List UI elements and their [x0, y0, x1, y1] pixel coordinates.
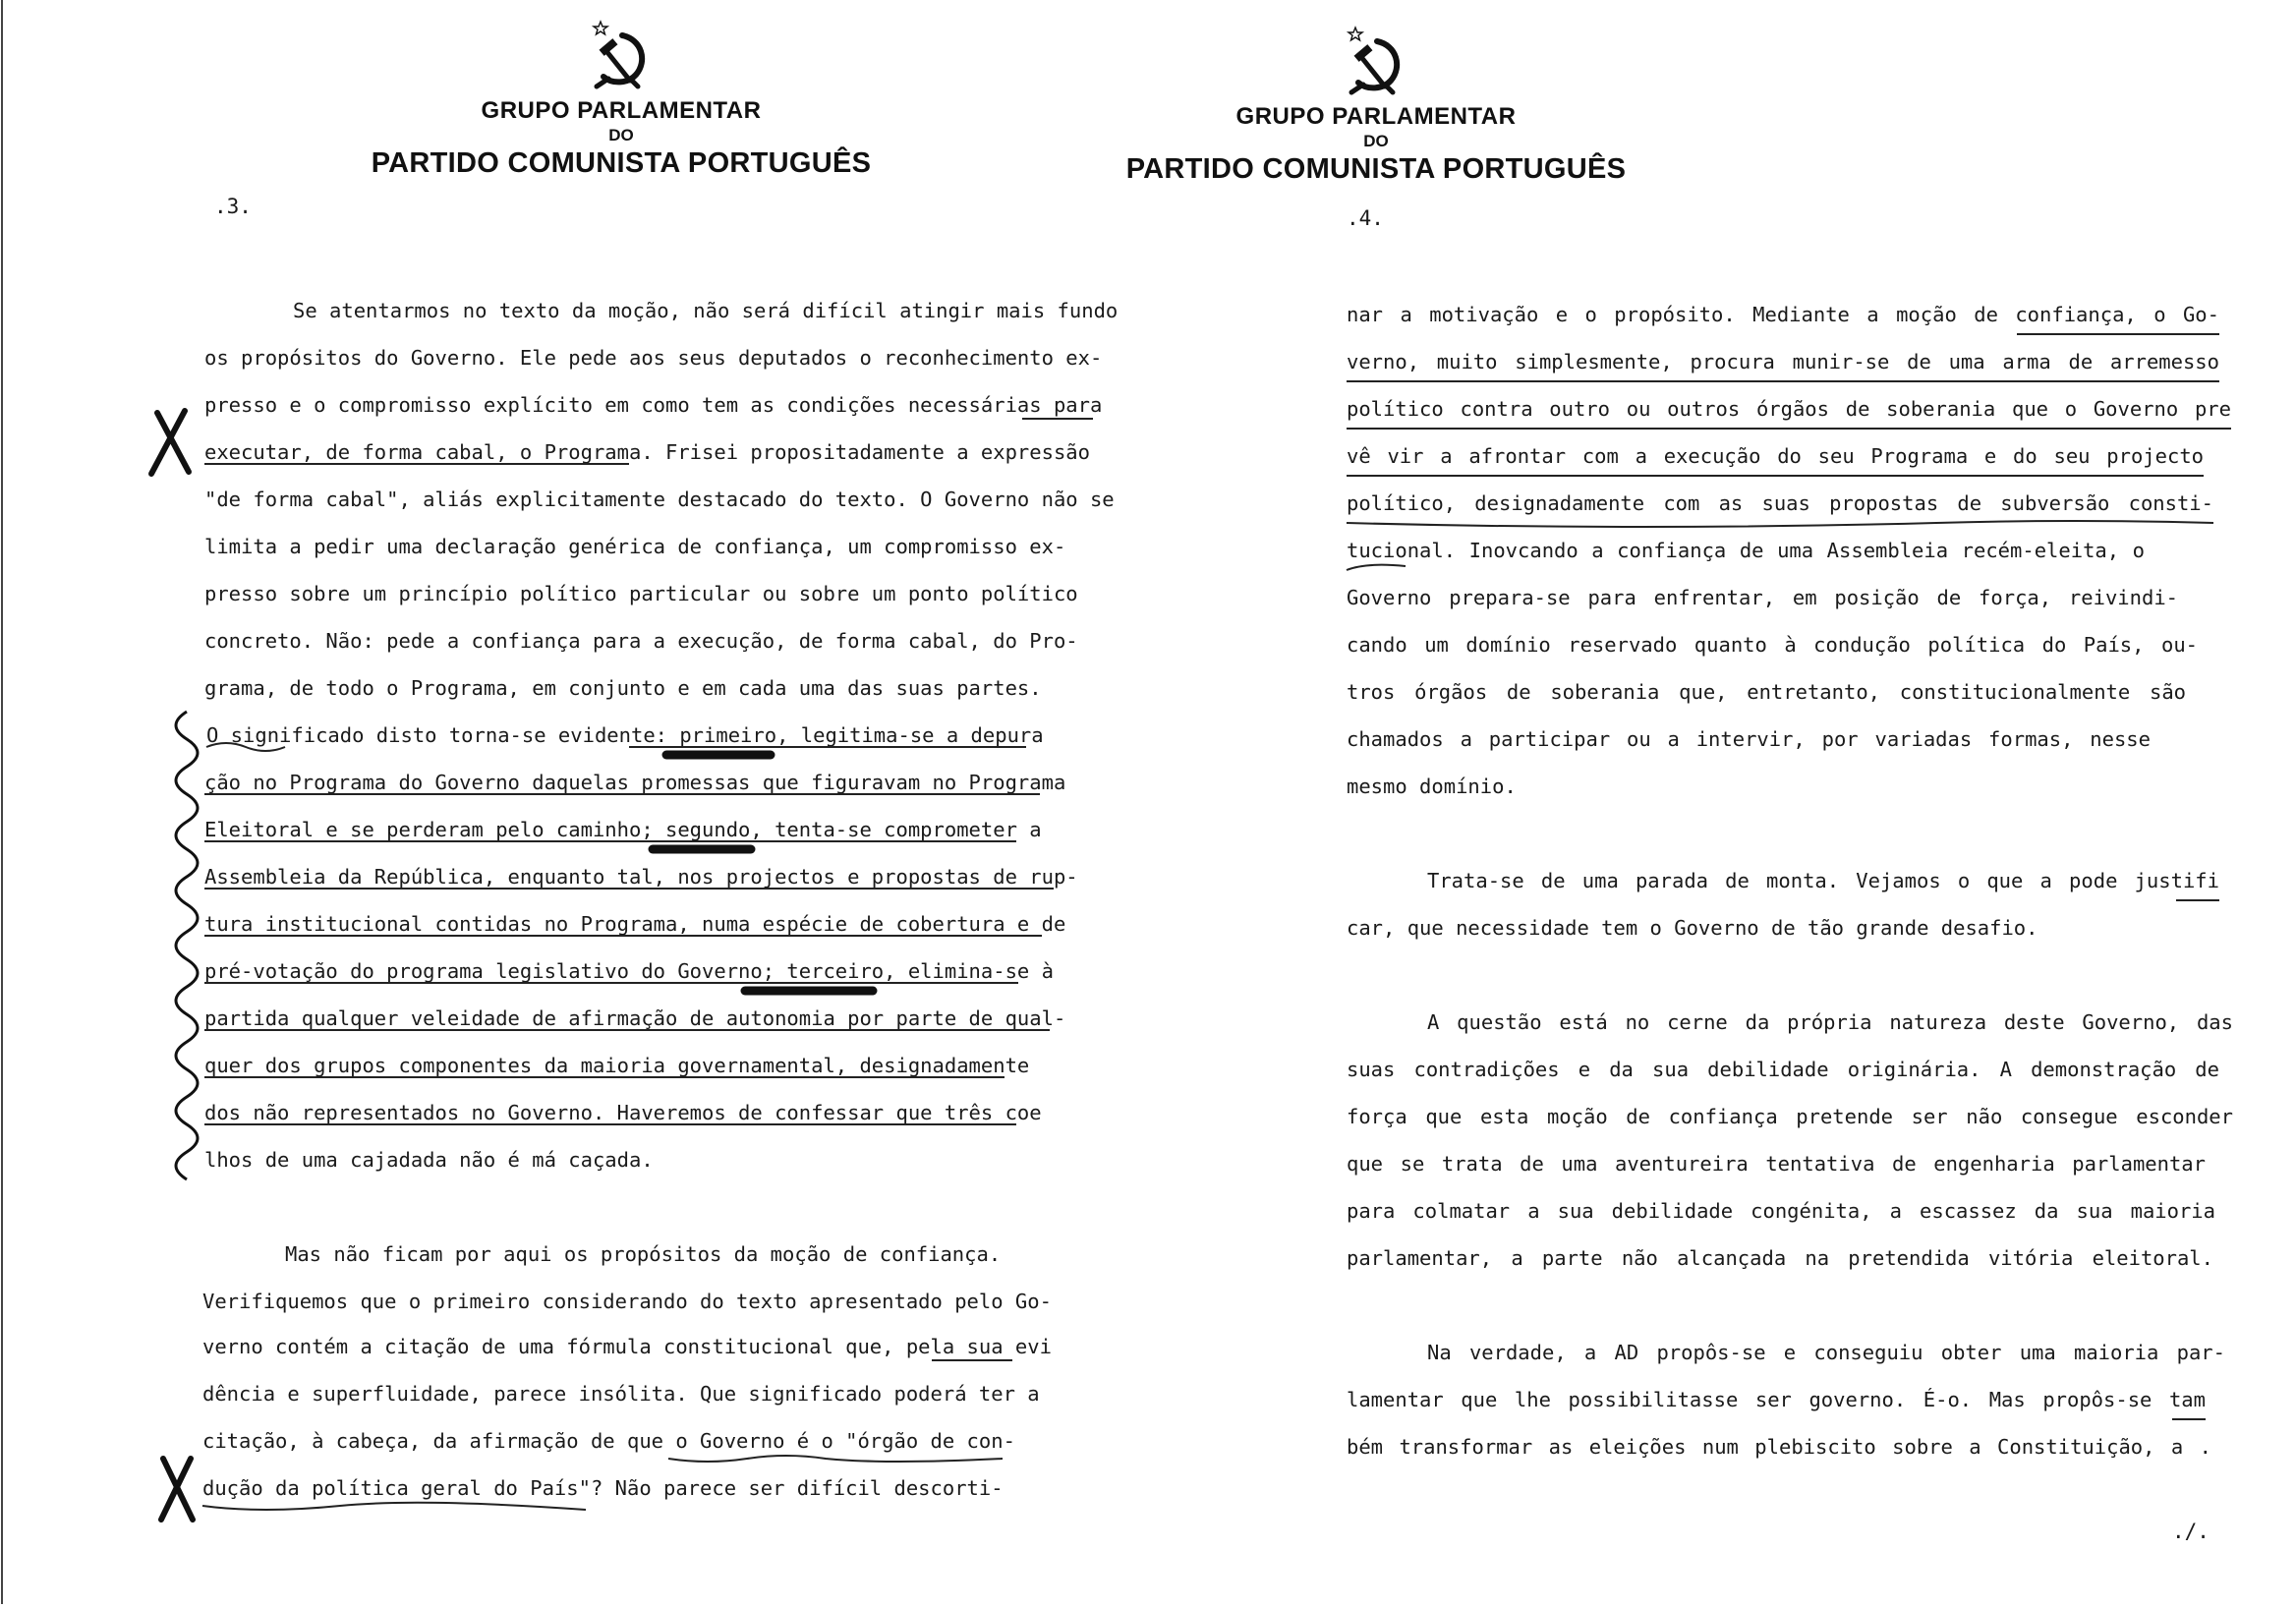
letterhead — [326, 18, 916, 181]
text-line: A questão está no cerne da própria natureza deste Governo, das — [1427, 1010, 2233, 1034]
text-line: Mas não ficam por aqui os propósitos da moção de confiança. — [285, 1242, 1002, 1266]
text-line: político contra outro ou outros órgãos de soberania que o Governo pre — [1347, 397, 2231, 421]
text-line: força que esta moção de confiança pretende ser não consegue esconder — [1347, 1105, 2233, 1128]
text-line: tros órgãos de soberania que, entretanto, constitucionalmente são — [1347, 680, 2186, 704]
text-line: Se atentarmos no texto da moção, não será difícil atingir mais fundo — [293, 299, 1119, 322]
text-line: Governo prepara-se para enfrentar, em posição de força, reivindi- — [1347, 586, 2178, 609]
text-line: os propósitos do Governo. Ele pede aos seus deputados o reconhecimento ex- — [204, 346, 1103, 370]
text-line: grama, de todo o Programa, em conjunto e em cada uma das suas partes. — [204, 676, 1042, 700]
text-line: Eleitoral e se perderam pelo caminho; segundo, tenta-se comprometer a — [204, 818, 1042, 841]
text-line: "de forma cabal", aliás explicitamente destacado do texto. O Governo não se — [204, 488, 1115, 511]
text-line: Verifiquemos que o primeiro considerando do texto apresentado pelo Go- — [202, 1290, 1052, 1313]
text-line: car, que necessidade tem o Governo de tão grande desafio. — [1347, 916, 2038, 940]
text-line: O significado disto torna-se evidente: primeiro, legitima-se a depura — [206, 723, 1044, 747]
header-grupo: GRUPO PARLAMENTAR — [1235, 103, 1517, 130]
text-line: pré-votação do programa legislativo do Governo; terceiro, elimina-se à — [204, 959, 1054, 983]
text-line: político, designadamente com as suas propostas de subversão consti- — [1347, 491, 2213, 515]
header-do: DO — [1363, 132, 1389, 150]
text-line: dos não representados no Governo. Haveremos de confessar que três coe — [204, 1101, 1042, 1124]
text-line: executar, de forma cabal, o Programa. Frisei propositadamente a expressão — [204, 440, 1090, 464]
text-line: concreto. Não: pede a confiança para a execução, de forma cabal, do Pro- — [204, 629, 1078, 653]
page-number: .4. — [1347, 206, 1384, 230]
header-grupo: GRUPO PARLAMENTAR — [481, 97, 762, 124]
right-page — [1125, 0, 2296, 1604]
text-line: quer dos grupos componentes da maioria governamental, designadamente — [204, 1054, 1030, 1077]
text-line: dência e superfluidade, parece insólita. Que significado poderá ter a — [202, 1382, 1040, 1406]
text-line: bém transformar as eleições num plebiscito sobre a Constituição, a . — [1347, 1435, 2211, 1459]
hammer-and-sickle-icon — [1342, 24, 1410, 102]
margin-wavy-line — [176, 712, 198, 1179]
left-page — [0, 0, 1148, 1604]
text-line: mesmo domínio. — [1347, 775, 1517, 798]
text-line: dução da política geral do País"? Não parece ser difícil descorti- — [202, 1476, 1004, 1500]
text-line: parlamentar, a parte não alcançada na pretendida vitória eleitoral. — [1347, 1246, 2213, 1270]
header-partido: PARTIDO COMUNISTA PORTUGUÊS — [1125, 153, 1627, 185]
page-number: .3. — [214, 195, 252, 218]
hammer-and-sickle-icon — [587, 18, 656, 96]
x-mark-icon — [151, 411, 189, 474]
letterhead — [1081, 24, 1671, 187]
text-line: presso sobre um princípio político particular ou sobre um ponto político — [204, 582, 1078, 605]
text-line: partida qualquer veleidade de afirmação de autonomia por parte de qual- — [204, 1006, 1066, 1030]
text-line: Trata-se de uma parada de monta. Vejamos o que a pode justifi — [1427, 869, 2219, 892]
text-line: para colmatar a sua debilidade congénita, a escassez da sua maioria — [1347, 1199, 2215, 1223]
header-partido: PARTIDO COMUNISTA PORTUGUÊS — [371, 147, 872, 179]
text-line: verno contém a citação de uma fórmula constitucional que, pela sua evi — [202, 1335, 1052, 1358]
text-line: tura institucional contidas no Programa, numa espécie de cobertura e de — [204, 912, 1066, 936]
text-line: verno, muito simplesmente, procura munir-se de uma arma de arremesso — [1347, 350, 2219, 373]
text-line: suas contradições e da sua debilidade originária. A demonstração de — [1347, 1058, 2219, 1081]
text-line: Na verdade, a AD propôs-se e conseguiu obter uma maioria par- — [1427, 1341, 2225, 1364]
text-line: citação, à cabeça, da afirmação de que o Governo é o "órgão de con- — [202, 1429, 1015, 1453]
continuation-mark: ./. — [2172, 1520, 2210, 1543]
text-line: Assembleia da República, enquanto tal, nos projectos e propostas de rup- — [204, 865, 1078, 889]
text-line: vê vir a afrontar com a execução do seu Programa e do seu projecto — [1347, 444, 2204, 468]
text-line: tucional. Inovcando a confiança de uma Assembleia recém-eleita, o — [1347, 539, 2145, 562]
text-line: que se trata de uma aventureira tentativa de engenharia parlamentar — [1347, 1152, 2206, 1176]
header-do: DO — [608, 126, 634, 144]
text-line: chamados a participar ou a intervir, por variadas formas, nesse — [1347, 727, 2151, 751]
text-line: cando um domínio reservado quanto à condução política do País, ou- — [1347, 633, 2198, 657]
handwritten-annotations — [0, 0, 1148, 1604]
text-line: limita a pedir uma declaração genérica de confiança, um compromisso ex- — [204, 535, 1066, 558]
text-line: lamentar que lhe possibilitasse ser governo. É-o. Mas propôs-se tam — [1347, 1388, 2206, 1411]
text-line: nar a motivação e o propósito. Mediante a moção de confiança, o Go- — [1347, 303, 2219, 326]
x-mark-icon — [161, 1459, 193, 1520]
text-line: presso e o compromisso explícito em como tem as condições necessárias para — [204, 393, 1103, 417]
text-line: ção no Programa do Governo daquelas promessas que figuravam no Programa — [204, 771, 1066, 794]
text-line: lhos de uma cajadada não é má caçada. — [204, 1148, 654, 1172]
